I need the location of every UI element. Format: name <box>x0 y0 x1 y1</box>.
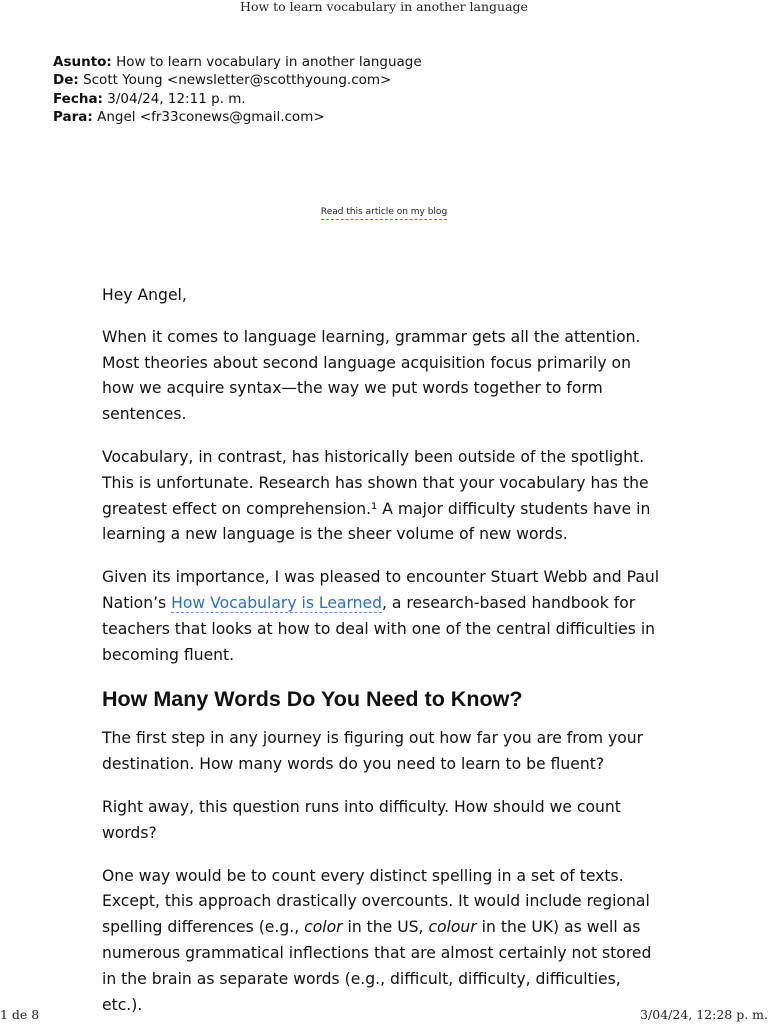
paragraph-count-question: Right away, this question runs into difficulty. How should we count words? <box>102 797 621 842</box>
date-value: 3/04/24, 12:11 p. m. <box>107 90 246 107</box>
to-value: Angel <fr33conews@gmail.com> <box>97 108 325 125</box>
paragraph-spelling <box>102 864 662 1019</box>
book-link[interactable]: How Vocabulary is Learned <box>171 593 382 612</box>
email-header <box>53 53 422 126</box>
subject-value: How to learn vocabulary in another language <box>116 54 422 70</box>
paragraph-book-text-after: , a research-based handbook for teachers that looks at how to deal with one of the central difficulties in becoming fluent. <box>102 593 656 664</box>
from-value: Scott Young <newsletter@scotthyoung.com> <box>83 72 392 89</box>
paragraph-grammar: When it comes to language learning, grammar gets all the attention. Most theories about second language acquisition focus primarily on how we acquire syntax—the way we put words together to form sentences. <box>102 327 641 424</box>
email-date-row <box>53 90 422 108</box>
email-from-row <box>53 71 422 89</box>
blog-link-container <box>0 201 768 219</box>
section-heading: How Many Words Do You Need to Know? <box>102 687 523 712</box>
paragraph-spelling-part2: in the US, <box>342 918 429 937</box>
paragraph-book-text-before: Given its importance, I was pleased to encounter Stuart Webb and Paul Nation’s <box>102 568 660 612</box>
example-colour: colour <box>428 918 477 937</box>
date-label: Fecha: <box>53 90 103 107</box>
to-label: Para: <box>53 108 93 125</box>
paragraph-vocabulary: Vocabulary, in contrast, has historically been outside of the spotlight. This is unfortunate. Research has shown that your vocabulary has the greatest effect on comprehension.¹ A major difficulty students have in learning a new language is the sheer volume of new words. <box>102 447 651 544</box>
subject-label: Asunto: <box>53 54 112 70</box>
article-body <box>102 283 662 1035</box>
page-number: 1 de 8 <box>0 1007 40 1022</box>
example-color: color <box>304 918 343 937</box>
from-label: De: <box>53 72 79 89</box>
print-header-title: How to learn vocabulary in another language <box>240 0 528 14</box>
paragraph-book <box>102 565 662 668</box>
print-timestamp: 3/04/24, 12:28 p. m. <box>640 1007 768 1022</box>
paragraph-spelling-part3: in the UK) as well as numerous grammatical inflections that are almost certainly not stored in the brain as separate words (e.g., difficult, difficulty, difficulties, etc.). <box>102 918 652 1014</box>
paragraph-spelling-part1: One way would be to count every distinct spelling in a set of texts. Except, this approach drastically overcounts. It would include regional spelling differences (e.g., <box>102 866 650 937</box>
email-to-row <box>53 108 422 126</box>
paragraph-journey: The first step in any journey is figuring out how far you are from your destination. How many words do you need to learn to be fluent? <box>102 729 644 774</box>
email-subject-row <box>53 53 422 71</box>
read-on-blog-link[interactable]: Read this article on my blog <box>321 207 447 220</box>
greeting: Hey Angel, <box>102 286 187 304</box>
